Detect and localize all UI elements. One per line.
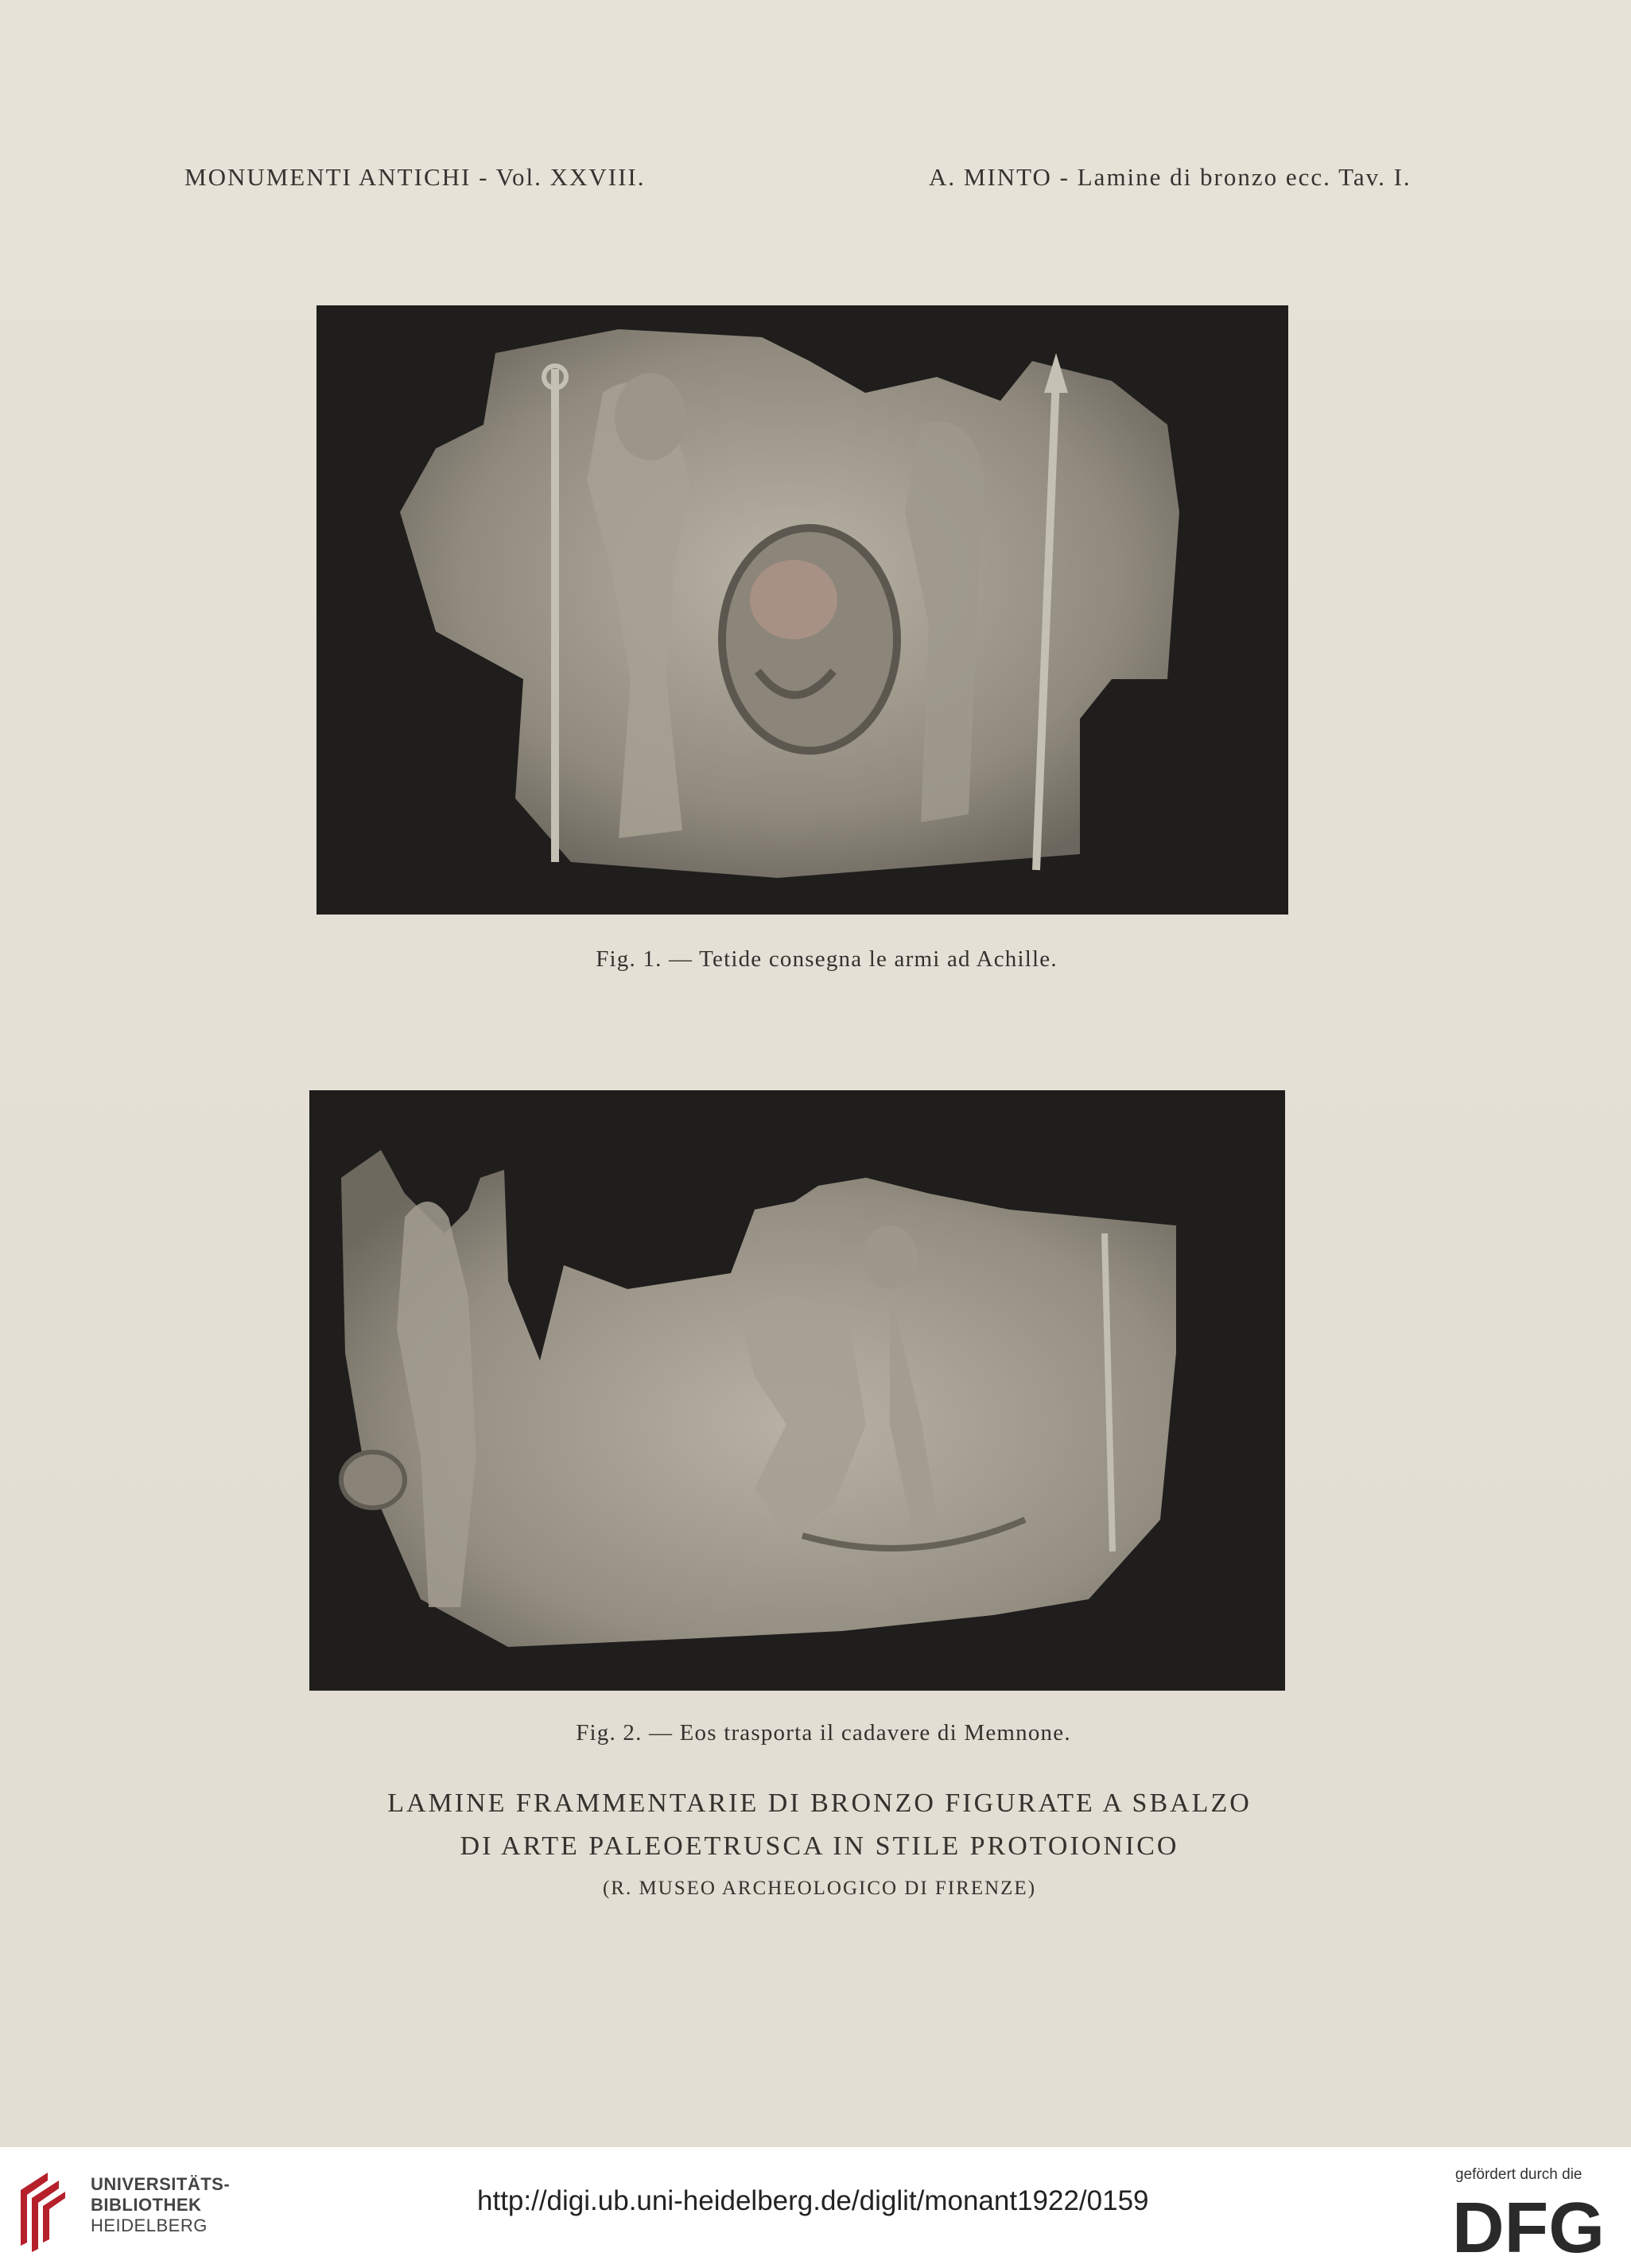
figure-1-photo — [316, 305, 1288, 915]
plate-title-line-2: DI ARTE PALEOETRUSCA IN STILE PROTOIONICO — [460, 1831, 1179, 1861]
figure-2-caption: Fig. 2. — Eos trasporta il cadavere di Memnone. — [576, 1720, 1071, 1746]
library-name-line-3: HEIDELBERG — [91, 2216, 208, 2235]
running-head-right: A. MINTO - Lamine di bronzo ecc. Tav. I. — [929, 163, 1412, 191]
figure-2-photo — [309, 1090, 1285, 1691]
figure-1-caption: Fig. 1. — Tetide consegna le armi ad Achille. — [596, 946, 1058, 972]
library-name-line-1: UNIVERSITÄTS- — [91, 2174, 231, 2194]
permalink-url[interactable]: http://digi.ub.uni-heidelberg.de/diglit/monant1922/0159 — [477, 2185, 1149, 2216]
running-head-left: MONUMENTI ANTICHI - Vol. XXVIII. — [184, 163, 646, 191]
heidelberg-library-logo-icon — [16, 2166, 68, 2252]
plate-title-line-1: LAMINE FRAMMENTARIE DI BRONZO FIGURATE A SBALZO — [387, 1788, 1252, 1818]
library-name — [91, 2174, 230, 2236]
dfg-logo-icon — [1452, 2192, 1608, 2258]
funding-note: gefördert durch die — [1455, 2166, 1582, 2183]
plate-title-line-3: (R. MUSEO ARCHEOLOGICO DI FIRENZE) — [602, 1878, 1037, 1899]
library-name-line-2: BIBLIOTHEK — [91, 2195, 202, 2215]
digitization-footer — [0, 2147, 1631, 2268]
svg-text:DFG: DFG — [1452, 2192, 1605, 2258]
